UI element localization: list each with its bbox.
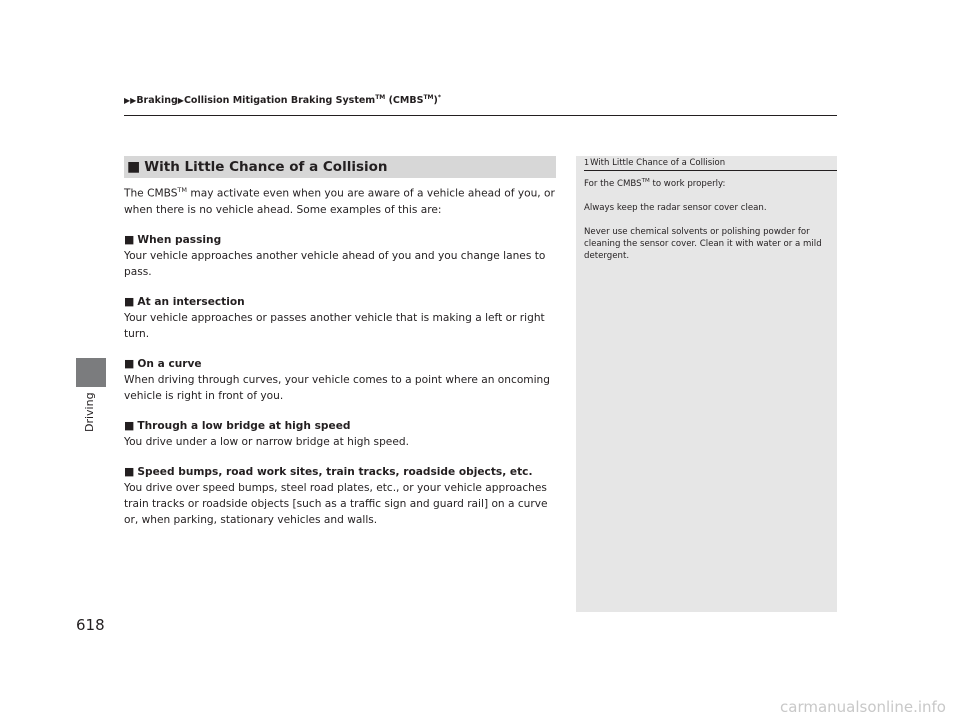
item-title: Through a low bridge at high speed	[137, 419, 351, 432]
sidebar-paragraph: Never use chemical solvents or polishing powder for cleaning the sensor cover. Clean it with water or a mild detergent.	[584, 226, 822, 261]
item-text: Your vehicle approaches or passes another vehicle that is making a left or right turn.	[124, 311, 545, 340]
item-title: When passing	[137, 233, 222, 246]
list-item	[124, 464, 564, 528]
square-bullet-icon: ■	[124, 232, 135, 246]
breadcrumb	[124, 94, 441, 106]
square-bullet-icon: ■	[124, 464, 135, 478]
intro-paragraph: The CMBS™ may activate even when you are aware of a vehicle ahead of you, or when there is no vehicle ahead. Some examples of this are:	[124, 186, 555, 216]
item-text: When driving through curves, your vehicle comes to a point where an oncoming vehicle is right in front of you.	[124, 373, 550, 402]
square-bullet-icon: ■	[124, 294, 135, 308]
item-text: You drive over speed bumps, steel road plates, etc., or your vehicle approaches train tracks or roadside objects [such as a traffic sign and guard rail] on a curve or, when parking, stationary vehicles and walls.	[124, 481, 548, 526]
breadcrumb-separator-icon: ▶	[177, 96, 184, 106]
list-item	[124, 232, 564, 280]
section-title: With Little Chance of a Collision	[144, 159, 388, 175]
sidebar-note	[576, 156, 837, 612]
item-title: At an intersection	[137, 295, 245, 308]
breadcrumb-item-cmbs[interactable]: Collision Mitigation Braking System™ (CMBS™)	[183, 94, 438, 107]
list-item	[124, 294, 564, 342]
square-bullet-icon: ■	[127, 159, 141, 175]
square-bullet-icon: ■	[124, 418, 135, 432]
header-divider	[124, 115, 837, 116]
list-item	[124, 418, 564, 450]
chapter-tab	[76, 358, 106, 387]
item-title: On a curve	[137, 357, 202, 370]
sidebar-body	[584, 175, 829, 274]
chapter-label: Driving	[83, 392, 96, 432]
reference-icon: 1	[584, 158, 590, 167]
section-heading	[124, 156, 556, 178]
sidebar-paragraph: Always keep the radar sensor cover clean.	[584, 202, 767, 213]
item-title: Speed bumps, road work sites, train tracks, roadside objects, etc.	[137, 465, 533, 478]
main-content	[124, 182, 564, 528]
page-number: 618	[76, 616, 105, 634]
breadcrumb-arrow-icon: ▶▶	[124, 96, 137, 106]
item-text: You drive under a low or narrow bridge at high speed.	[124, 435, 409, 448]
sidebar-divider	[584, 170, 837, 171]
breadcrumb-item-braking[interactable]: Braking	[136, 95, 178, 107]
asterisk-mark: *	[437, 94, 442, 101]
sidebar-title: 1With Little Chance of a Collision	[584, 158, 726, 168]
list-item	[124, 356, 564, 404]
watermark: carmanualsonline.info	[780, 698, 946, 716]
item-text: Your vehicle approaches another vehicle ahead of you and you change lanes to pass.	[124, 249, 546, 278]
square-bullet-icon: ■	[124, 356, 135, 370]
sidebar-paragraph: For the CMBS™ to work properly:	[584, 178, 726, 189]
